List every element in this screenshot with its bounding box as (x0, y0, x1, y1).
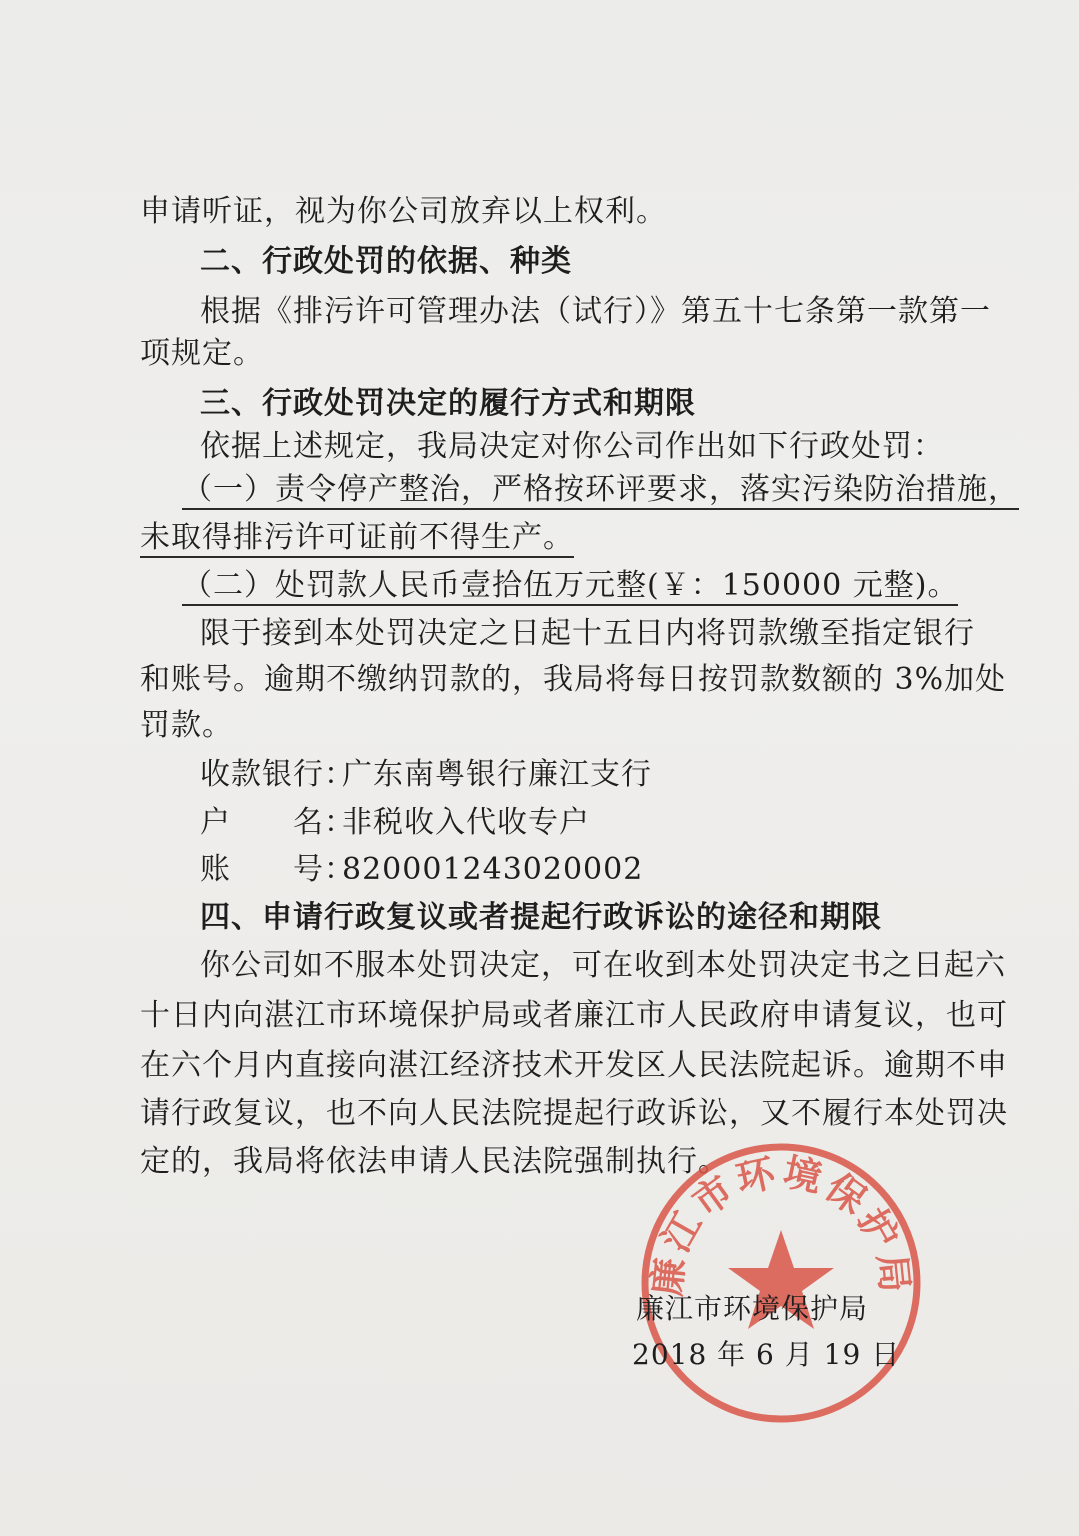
issue-date: 2018 年 6 月 19 日 (632, 1338, 901, 1371)
paragraph-appeal-line4: 请行政复议，也不向人民法院提起行政诉讼，又不履行本处罚决 (140, 1096, 1008, 1131)
paragraph-deadline-line1: 限于接到本处罚决定之日起十五日内将罚款缴至指定银行 (200, 616, 975, 651)
underlined-text: （二）处罚款人民币壹拾伍万元整(￥：150000 元整)。 (182, 568, 958, 606)
section-heading-3: 三、行政处罚决定的履行方式和期限 (200, 386, 696, 421)
paragraph-appeal-line1: 你公司如不服本处罚决定，可在收到本处罚决定书之日起六 (200, 948, 1006, 983)
seal-text: 廉江市环境保护局 (644, 1149, 918, 1299)
account-number-label: 账 号： (200, 852, 355, 887)
issuer-name: 廉江市环境保护局 (636, 1292, 869, 1325)
underlined-text: 未取得排污许可证前不得生产。 (140, 520, 574, 558)
paragraph-basis-line1: 根据《排污许可管理办法（试行）》第五十七条第一款第一 (200, 294, 991, 329)
official-seal-stamp (636, 1138, 926, 1428)
account-number-row (200, 850, 643, 890)
penalty-item-1-line2 (140, 518, 574, 558)
underlined-text: （一）责令停产整治，严格按环评要求，落实污染防治措施， (182, 472, 1019, 510)
section-heading-4: 四、申请行政复议或者提起行政诉讼的途径和期限 (200, 900, 882, 935)
paragraph-basis-line2: 项规定。 (140, 336, 264, 371)
paragraph-deadline-line3: 罚款。 (140, 708, 233, 743)
paragraph-appeal-line5: 定的，我局将依法申请人民法院强制执行。 (140, 1144, 729, 1179)
account-number-value: 820001243020002 (342, 852, 644, 887)
bank-row (200, 755, 652, 795)
paragraph-appeal-line3: 在六个月内直接向湛江经济技术开发区人民法院起诉。逾期不申 (140, 1048, 1008, 1083)
section-heading-2: 二、行政处罚的依据、种类 (200, 244, 572, 279)
bank-value: 广东南粤银行廉江支行 (342, 757, 652, 792)
account-name-row (200, 803, 590, 843)
bank-label: 收款银行： (200, 757, 355, 792)
penalty-item-1-line1 (182, 470, 1019, 510)
account-name-label: 户 名： (200, 805, 355, 840)
paragraph-deadline-line2: 和账号。逾期不缴纳罚款的，我局将每日按罚款数额的 3%加处 (140, 662, 1007, 697)
paragraph-waive: 申请听证，视为你公司放弃以上权利。 (140, 194, 667, 229)
paragraph-decision: 依据上述规定，我局决定对你公司作出如下行政处罚： (200, 429, 944, 464)
account-name-value: 非税收入代收专户 (342, 805, 590, 840)
paragraph-appeal-line2: 十日内向湛江市环境保护局或者廉江市人民政府申请复议，也可 (140, 998, 1008, 1033)
penalty-item-2 (182, 566, 958, 606)
